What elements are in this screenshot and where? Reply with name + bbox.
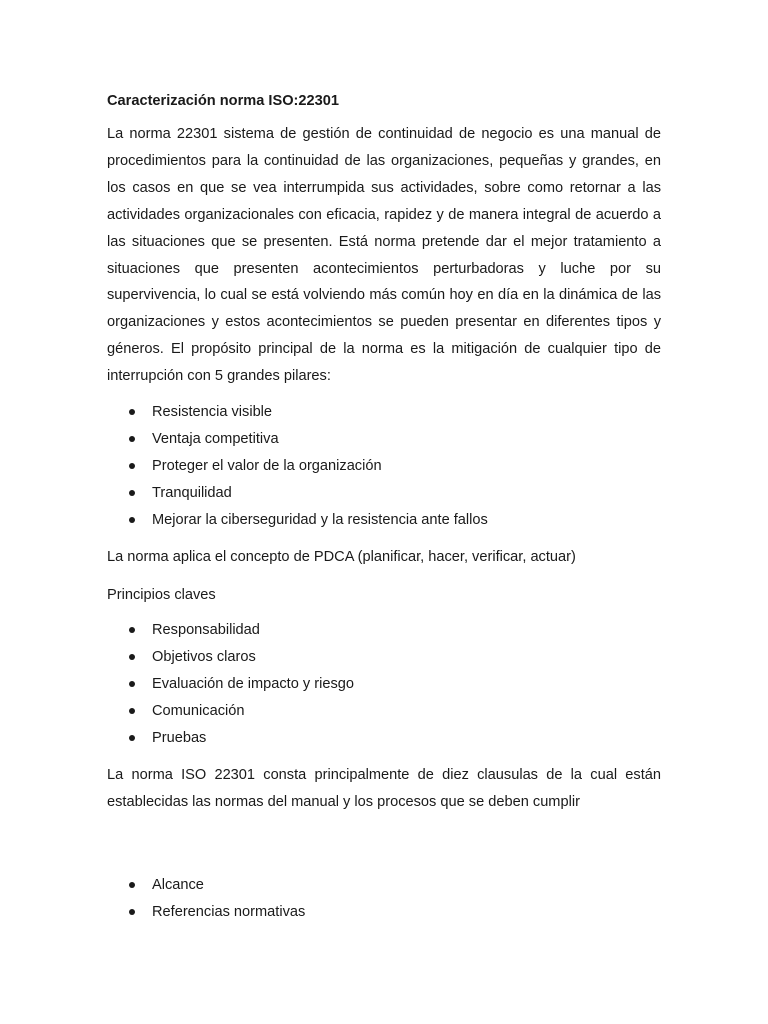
- list-item: [107, 698, 661, 725]
- list-item-text: Ventaja competitiva: [152, 431, 279, 448]
- list-item-text: Objetivos claros: [152, 649, 256, 666]
- list-item: [107, 507, 661, 534]
- bullet-icon: [129, 627, 135, 633]
- list-item: [107, 480, 661, 507]
- clauses-list: [107, 872, 661, 926]
- bullet-icon: [129, 708, 135, 714]
- list-item-text: Responsabilidad: [152, 622, 260, 639]
- bullet-icon: [129, 654, 135, 660]
- list-item: [107, 899, 661, 926]
- bullet-icon: [129, 882, 135, 888]
- list-item-text: Comunicación: [152, 703, 245, 720]
- principles-list: [107, 617, 661, 752]
- bullet-icon: [129, 436, 135, 442]
- bullet-icon: [129, 735, 135, 741]
- bullet-icon: [129, 909, 135, 915]
- bullet-icon: [129, 681, 135, 687]
- list-item: [107, 453, 661, 480]
- list-item: [107, 617, 661, 644]
- list-item-text: Evaluación de impacto y riesgo: [152, 676, 354, 693]
- list-item: [107, 671, 661, 698]
- document-title: Caracterización norma ISO:22301: [107, 93, 339, 109]
- bullet-icon: [129, 463, 135, 469]
- bullet-icon: [129, 517, 135, 523]
- list-item: [107, 644, 661, 671]
- list-item-text: Mejorar la ciberseguridad y la resistencia ante fallos: [152, 512, 488, 529]
- pillars-list: [107, 399, 661, 534]
- clauses-paragraph: La norma ISO 22301 consta principalmente de diez clausulas de la cual están establecidas las normas del manual y los procesos que se deben cumplir: [107, 767, 661, 810]
- list-item: [107, 399, 661, 426]
- intro-paragraph: La norma 22301 sistema de gestión de continuidad de negocio es una manual de procedimientos para la continuidad de las organizaciones, pequeñas y grandes, en los casos en que se vea interrumpida sus actividades, sobre como retornar a las actividades organizacionales con eficacia, rapidez y de manera integral de acuerdo a las situaciones que se presenten. Está norma pretende dar el mejor tratamiento a situaciones que presenten acontecimientos perturbadoras y luche por su supervivencia, lo cual se está volviendo más común hoy en día en la dinámica de las organizaciones y estos acontecimientos se pueden presentar en diferentes tipos y géneros. El propósito principal de la norma es la mitigación de cualquier tipo de interrupción con 5 grandes pilares:: [107, 126, 661, 385]
- list-item: [107, 725, 661, 752]
- list-item: [107, 872, 661, 899]
- list-item-text: Proteger el valor de la organización: [152, 458, 382, 475]
- list-item-text: Pruebas: [152, 730, 207, 747]
- bullet-icon: [129, 409, 135, 415]
- document-page: [107, 90, 661, 926]
- list-item: [107, 426, 661, 453]
- list-item-text: Tranquilidad: [152, 485, 232, 502]
- list-item-text: Alcance: [152, 876, 204, 893]
- principles-heading: Principios claves: [107, 587, 216, 604]
- list-item-text: Resistencia visible: [152, 404, 273, 421]
- list-item-text: Referencias normativas: [152, 903, 306, 920]
- pdca-line: La norma aplica el concepto de PDCA (planificar, hacer, verificar, actuar): [107, 549, 576, 566]
- bullet-icon: [129, 490, 135, 496]
